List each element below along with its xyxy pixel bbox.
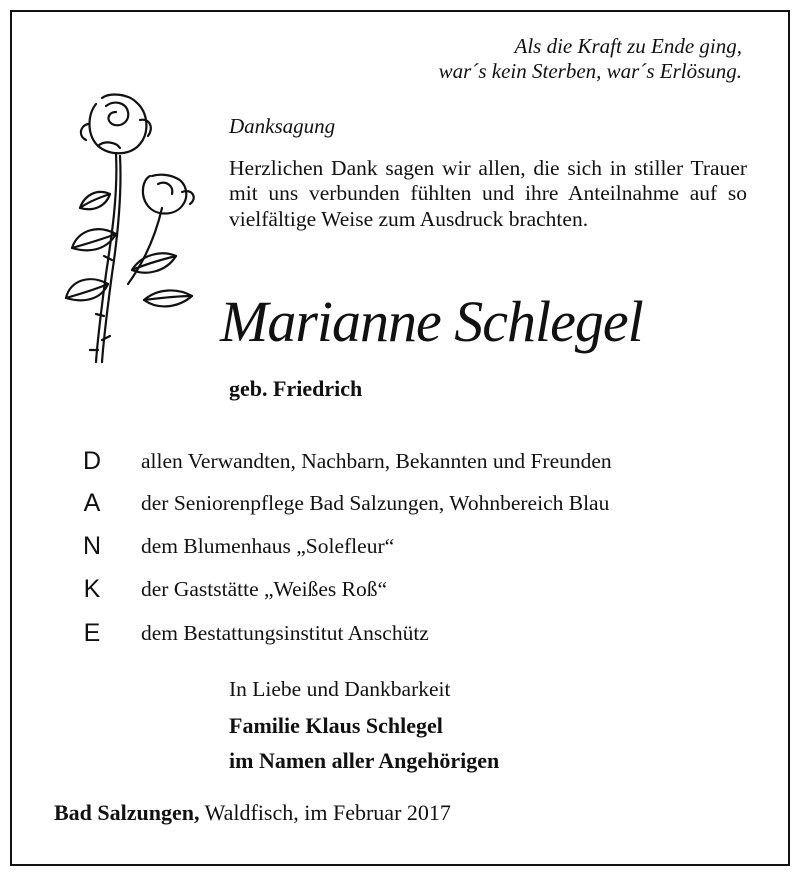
signature-line-1: In Liebe und Dankbarkeit: [229, 677, 451, 701]
place-date: [54, 800, 451, 826]
deceased-name: Marianne Schlegel: [220, 289, 643, 354]
rose-icon: [58, 84, 208, 374]
danke-row-d: [75, 444, 735, 484]
danke-text: der Gaststätte „Weißes Roß“: [141, 577, 388, 601]
danke-letter: E: [83, 619, 101, 647]
danke-text: dem Blumenhaus „Solefleur“: [141, 534, 395, 558]
quote-line-2: war´s kein Sterben, war´s Erlösung.: [438, 59, 742, 83]
notice-title: Danksagung: [229, 114, 336, 138]
danke-text: dem Bestattungsinstitut Anschütz: [141, 621, 429, 645]
quote-line-1: Als die Kraft zu Ende ging,: [514, 34, 742, 58]
place-rest: Waldfisch, im Februar 2017: [204, 800, 451, 825]
danke-row-e: [75, 616, 735, 656]
signature-family: Familie Klaus Schlegel: [229, 713, 443, 738]
danke-text: der Seniorenpflege Bad Salzungen, Wohnbereich Blau: [141, 491, 610, 515]
danke-text: allen Verwandten, Nachbarn, Bekannten und Freunden: [141, 449, 612, 473]
danke-letter: K: [83, 575, 101, 603]
maiden-name: geb. Friedrich: [229, 376, 363, 401]
danke-letter: D: [82, 447, 102, 475]
danke-row-k: [75, 572, 735, 612]
danke-letter: A: [83, 489, 101, 517]
signature-relatives: im Namen aller Angehörigen: [229, 748, 500, 773]
place-town: Bad Salzungen,: [54, 800, 200, 825]
danke-letter: N: [82, 532, 102, 560]
intro-paragraph: Herzlichen Dank sagen wir allen, die sich in stiller Trauer mit uns verbunden fühlten und ihre Anteilnahme auf so vielfältige Weise zum Ausdruck brachten.: [229, 156, 747, 231]
memorial-quote: [439, 34, 742, 84]
danke-row-n: [75, 529, 735, 569]
danke-row-a: [75, 486, 735, 526]
